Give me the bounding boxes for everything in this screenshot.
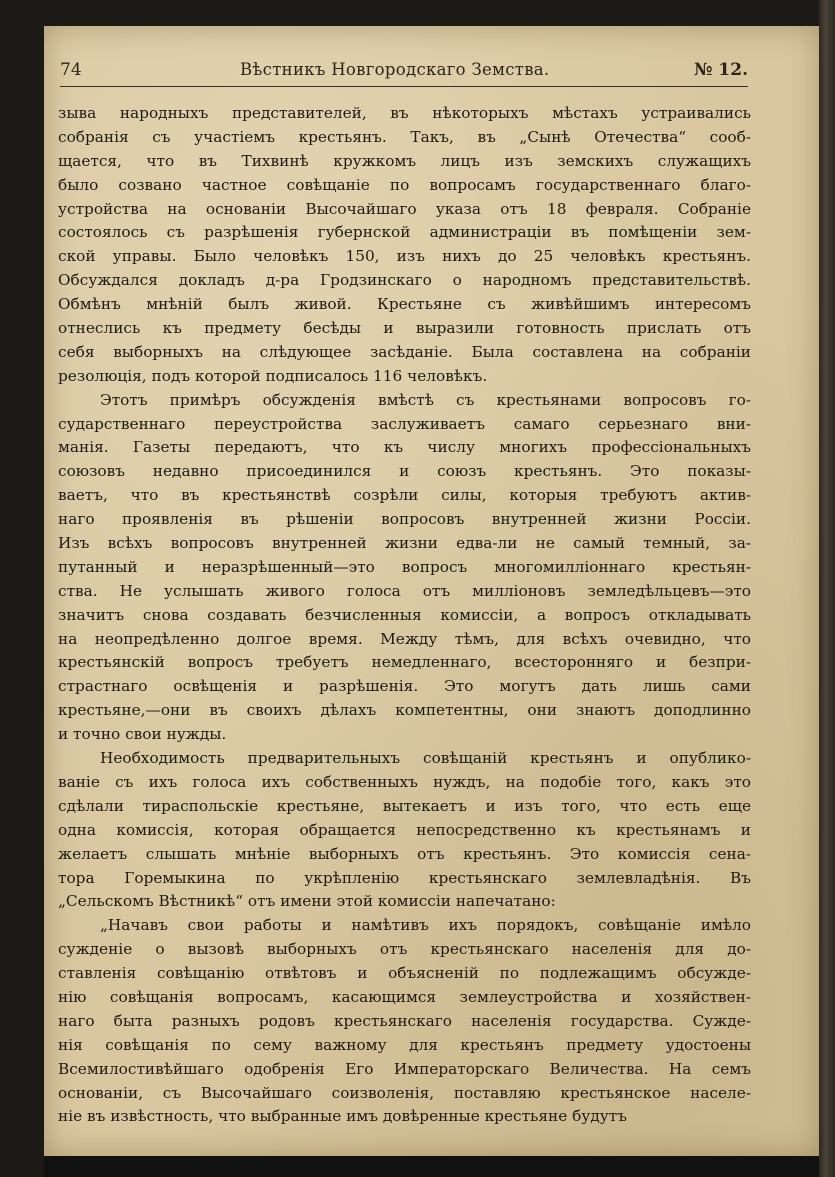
text-line: нія совѣщанія по сему важному для крестьянъ предмету удостоены	[58, 1035, 751, 1054]
text-line: себя выборныхъ на слѣдующее засѣданіе. Была составлена на собраніи	[58, 342, 751, 361]
text-line: наго проявленія въ рѣшеніи вопросовъ внутренней жизни Россіи.	[58, 510, 751, 529]
text-line: значитъ снова создавать безчисленныя комиссіи, а вопросъ откладывать	[58, 605, 751, 624]
text-line: сударственнаго переустройства заслуживаетъ самаго серьезнаго вни-	[58, 414, 751, 433]
text-line: Всемилостивѣйшаго одобренія Его Императорскаго Величества. На семъ	[58, 1059, 751, 1078]
paragraph	[58, 914, 751, 1129]
text-line: желаетъ слышать мнѣніе выборныхъ отъ крестьянъ. Это комиссія сена-	[58, 844, 751, 863]
header-rule	[60, 86, 748, 87]
text-line: тора Горемыкина по укрѣпленію крестьянскаго землевладѣнія. Въ	[58, 868, 751, 887]
text-line: ваніе съ ихъ голоса ихъ собственныхъ нуждъ, на подобіе того, какъ это	[58, 772, 751, 791]
text-line: крестьянскій вопросъ требуетъ немедленнаго, всесторонняго и безпри-	[58, 653, 751, 672]
paragraph	[58, 389, 751, 747]
text-line: ставленія совѣщанію отвѣтовъ и объясненій по подлежащимъ обсужде-	[58, 964, 751, 983]
text-line: союзовъ недавно присоединился и союзъ крестьянъ. Это показы-	[58, 462, 751, 481]
text-line: страстнаго освѣщенія и разрѣшенія. Это могутъ дать лишь сами	[58, 677, 751, 696]
text-line: основаніи, съ Высочайшаго соизволенія, поставляю крестьянское населе-	[58, 1083, 751, 1102]
text-line: крестьяне,—они въ своихъ дѣлахъ компетентны, они знаютъ доподлинно	[58, 701, 751, 720]
text-line: собранія съ участіемъ крестьянъ. Такъ, въ „Сынѣ Отечества“ сооб-	[58, 127, 751, 146]
scan-border	[44, 1156, 819, 1177]
text-line: устройства на основаніи Высочайшаго указа отъ 18 февраля. Собраніе	[58, 199, 751, 218]
text-line: и точно свои нужды.	[58, 725, 227, 744]
text-line: путанный и неразрѣшенный—это вопросъ многомилліоннаго крестьян-	[58, 557, 751, 576]
text-line: „Сельскомъ Вѣстникѣ“ отъ имени этой комиссіи напечатано:	[58, 892, 556, 911]
text-line: ніе въ извѣстность, что выбранные имъ довѣренные крестьяне будутъ	[58, 1107, 627, 1126]
text-line: на неопредѣленно долгое время. Между тѣмъ, для всѣхъ очевидно, что	[58, 629, 751, 648]
text-line: было созвано частное совѣщаніе по вопросамъ государственнаго благо-	[58, 175, 751, 194]
text-line: сдѣлали тираспольскіе крестьяне, вытекаетъ и изъ того, что есть еще	[58, 796, 751, 815]
text-line: наго быта разныхъ родовъ крестьянскаго населенія государства. Сужде-	[58, 1011, 751, 1030]
issue-number: № 12.	[694, 60, 748, 80]
text-line: ства. Не услышать живого голоса отъ милліоновъ земледѣльцевъ—это	[58, 581, 751, 600]
text-line: щается, что въ Тихвинѣ кружкомъ лицъ изъ земскихъ служащихъ	[58, 151, 751, 170]
text-line: отнеслись къ предмету бесѣды и выразили готовность прислать отъ	[58, 319, 751, 338]
text-line: зыва народныхъ представителей, въ нѣкоторыхъ мѣстахъ устраивались	[58, 104, 751, 122]
page-number: 74	[60, 60, 82, 80]
paragraph	[58, 747, 751, 914]
paragraph	[58, 102, 751, 389]
text-line: „Начавъ свои работы и намѣтивъ ихъ порядокъ, совѣщаніе имѣло	[100, 916, 751, 935]
text-line: нію совѣщанія вопросамъ, касающимся землеустройства и хозяйствен-	[58, 987, 751, 1006]
text-line: Этотъ примѣръ обсужденія вмѣстѣ съ крестьянами вопросовъ го-	[100, 390, 751, 409]
running-header	[60, 60, 748, 84]
text-line: Изъ всѣхъ вопросовъ внутренней жизни едва-ли не самый темный, за-	[58, 534, 751, 553]
text-line: Необходимость предварительныхъ совѣщаній крестьянъ и опублико-	[100, 749, 751, 768]
text-line: резолюція, подъ которой подписалось 116 человѣкъ.	[58, 366, 488, 385]
text-line: ваетъ, что въ крестьянствѣ созрѣли силы, которыя требуютъ актив-	[58, 486, 751, 505]
page-edge	[819, 0, 835, 1177]
text-line: манія. Газеты передаютъ, что къ числу многихъ профессіональныхъ	[58, 438, 751, 457]
text-line: одна комиссія, которая обращается непосредственно къ крестьянамъ и	[58, 820, 751, 839]
text-line: состоялось съ разрѣшенія губернской администраціи въ помѣщеніи зем-	[58, 223, 751, 242]
text-line: Обмѣнъ мнѣній былъ живой. Крестьяне съ живѣйшимъ интересомъ	[58, 295, 751, 314]
journal-title: Вѣстникъ Новгородскаго Земства.	[240, 60, 550, 79]
body-text	[58, 102, 751, 1129]
text-line: сужденіе о вызовѣ выборныхъ отъ крестьянскаго населенія для до-	[58, 940, 751, 959]
text-line: Обсуждался докладъ д-ра Гродзинскаго о народномъ представительствѣ.	[58, 271, 751, 290]
text-line: ской управы. Было человѣкъ 150, изъ нихъ до 25 человѣкъ крестьянъ.	[58, 247, 751, 266]
